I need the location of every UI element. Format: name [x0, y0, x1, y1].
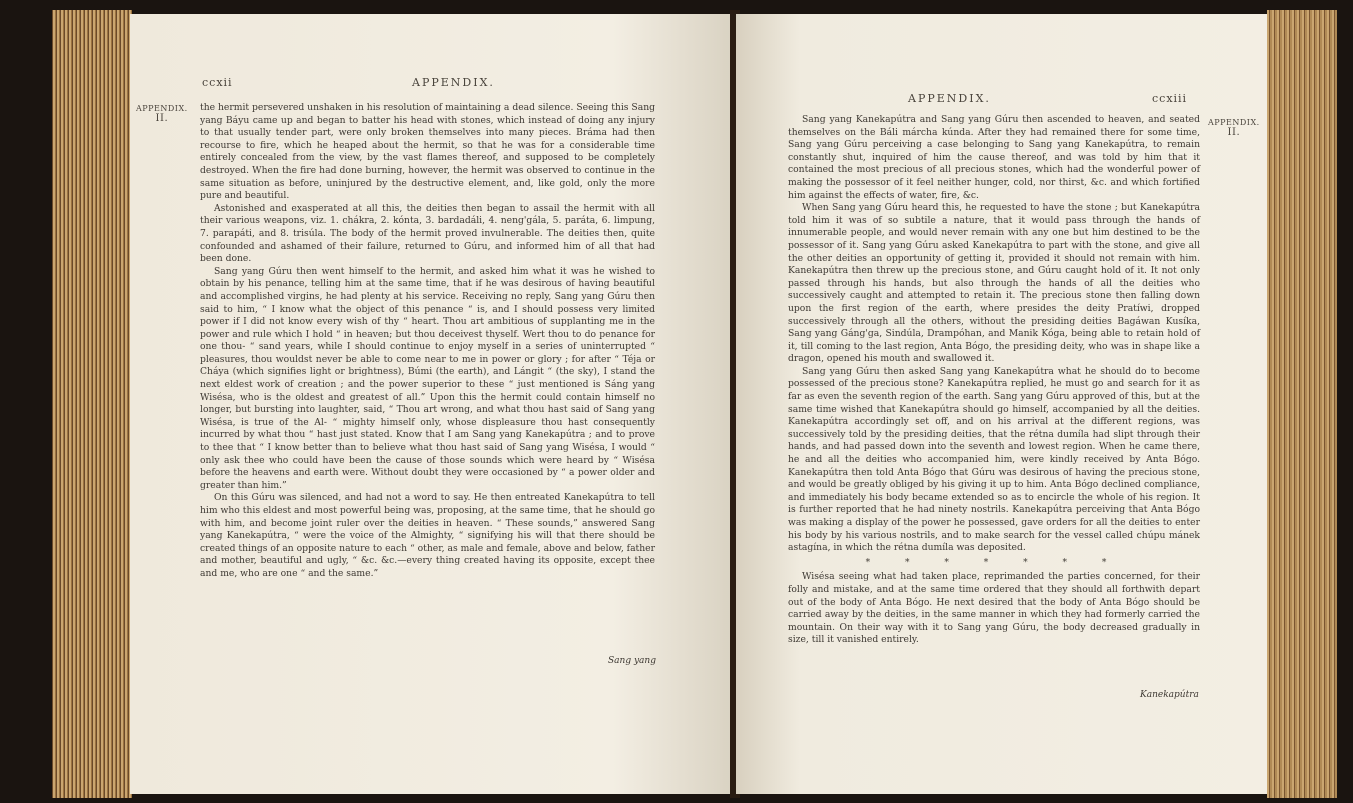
right-paragraph-4: Wisésa seeing what had taken place, reprimanded the parties concerned, for their folly and mistake, and at the same time ordered that they should all forthwith depart out of the body of Anta Bógo. He next desired that the body of Anta Bógo should be carried away by the deities, in the same manner in which they had formerly carried the mountain. On their way with it to Sang yang Gúru, the body decreased gradually in size, till it vanished entirely.	[788, 571, 1200, 646]
right-body-text	[788, 114, 1200, 647]
left-margin-note	[136, 104, 188, 124]
right-margin-section: II.	[1227, 127, 1241, 138]
right-page-number: ccxiii	[1152, 92, 1188, 105]
right-catchword: Kanekapútra	[1140, 690, 1199, 700]
right-margin-note	[1208, 118, 1260, 138]
left-margin-label: APPENDIX.	[136, 104, 188, 113]
right-paragraph-1: Sang yang Kanekapútra and Sang yang Gúru then ascended to heaven, and seated themselves on the Báli márcha kúnda. After they had remained there for some time, Sang yang Gúru perceiving a case belonging to Sang yang Kanekapútra, to remain constantly shut, inquired of him the cause thereof, and was told by him that it contained the most precious of all precious stones, which had the wonderful power of making the possessor of it feel neither hunger, cold, nor thirst, &c. and which fortified him against the effects of water, fire, &c.	[788, 114, 1200, 201]
left-body-text	[200, 102, 655, 581]
left-running-head: APPENDIX.	[412, 76, 495, 89]
book-spread	[52, 10, 1337, 798]
right-paragraph-3: Sang yang Gúru then asked Sang yang Kanekapútra what he should do to become possessed of the precious stone? Kanekapútra replied, he must go and search for it as far as even the seventh region of the earth. Sang yang Gúru approved of this, but at the same time wished that Kanekapútra should go himself, accompanied by all the deities. Kanekapútra accordingly set off, and on his arrival at the different regions, was successively told by the presiding deities, that the rétna dumíla had slipt through their hands, and had passed down into the seventh and lowest region. When he came there, he and all the deities who accompanied him, were kindly received by Anta Bógo. Kanekapútra then told Anta Bógo that Gúru was desirous of having the precious stone, and would be greatly obliged by his giving it up to him. Anta Bógo declined compliance, and immediately his body became extended so as to encircle the whole of his region. It is further reported that he had ninety nostrils. Kanekapútra perceiving that Anta Bógo was making a display of the power he possessed, gave orders for all the deities to enter his body by his various nostrils, and to make search for the vessel called chúpu mánek astagína, in which the rétna dumíla was deposited.	[788, 365, 1200, 554]
right-page	[736, 14, 1267, 794]
left-paragraph-1: the hermit persevered unshaken in his resolution of maintaining a dead silence. Seeing this Sang yang Báyu came up and began to batter his head with stones, which instead of doing any injury to that usually tender part, were only broken themselves into many pieces. Bráma had then recourse to fire, which he heaped about the hermit, so that he was for a considerable time entirely concealed from the view, by the vast flames thereof, and supposed to be completely destroyed. When the fire had done burning, however, the hermit was observed to continue in the same situation as before, uninjured by the destructive element, and, like gold, only the more pure and beautiful.	[200, 102, 655, 202]
left-page-number: ccxii	[202, 76, 233, 89]
right-running-head: APPENDIX.	[908, 92, 991, 105]
left-page	[130, 14, 734, 794]
right-margin-label: APPENDIX.	[1208, 118, 1260, 127]
left-paragraph-4: On this Gúru was silenced, and had not a word to say. He then entreated Kanekapútra to tell him who this eldest and most powerful being was, proposing, at the same time, that he should go with him, and become joint ruler over the deities in heaven. “ These sounds,” answered Sang yang Kanekapútra, “ were the voice of the Almighty, “ signifying his will that there should be created things of an opposite nature to each “ other, as male and female, above and below, father and mother, beautiful and ugly, “ &c. &c.—every thing created having its opposite, except thee and me, who are one “ and the same.”	[200, 492, 655, 579]
left-paragraph-2: Astonished and exasperated at all this, the deities then began to assail the hermit with all their various weapons, viz. 1. chákra, 2. kónta, 3. bardadáli, 4. neng'gála, 5. paráta, 6. limpung, 7. parapáti, and 8. trisúla. The body of the hermit proved invulnerable. The deities then, quite confounded and ashamed of their failure, returned to Gúru, and informed him of all that had been done.	[200, 202, 655, 265]
left-paragraph-3: Sang yang Gúru then went himself to the hermit, and asked him what it was he wished to obtain by his penance, telling him at the same time, that if he was desirous of having beautiful and accomplished virgins, he had plenty at his service. Receiving no reply, Sang yang Gúru then said to him, “ I know what the object of this penance “ is, and I should possess very limited power if I did not know every wish of thy “ heart. Thou art ambitious of supplanting me in the power and rule which I hold “ in heaven; but thou deceivest thyself. Wert thou to do penance for one thou- “ sand years, while I should continue to enjoy myself in a series of uninterrupted “ pleasures, thou wouldst never be able to come near to me in power or glory ; for after “ Téja or Cháya (which signifies light or brightness), Búmi (the earth), and Lángit “ (the sky), I stand the next eldest work of creation ; and the power superior to these “ just mentioned is Sáng yang Wisésa, who is the oldest and greatest of all.” Upon this the hermit could contain himself no longer, but bursting into laughter, said, “ Thou art wrong, and what thou hast said of Sang yang Wisésa, is true of the Al- “ mighty himself only, whose displeasure thou hast consequently incurred by what thou “ hast just stated. Know that I am Sang yang Kanekapútra ; and to prove to thee that “ I know better than to believe what thou hast said of Sang yang Wisésa, I would “ only ask thee who could have been the cause of those sounds which were heard by “ Wisésa before the heavens and earth were. Without doubt they were occasioned by “ a power older and greater than him.”	[200, 265, 655, 491]
right-page-edges	[1267, 10, 1337, 798]
left-margin-section: II.	[155, 113, 169, 124]
left-page-edges	[52, 10, 132, 798]
section-break-stars: * * * * * * *	[865, 557, 1123, 568]
right-paragraph-2: When Sang yang Gúru heard this, he requested to have the stone ; but Kanekapútra told him it was of so subtile a nature, that it would pass through the hands of innumerable people, and would never remain with any one but him destined to be the possessor of it. Sang yang Gúru asked Kanekapútra to part with the stone, and give all the other deities an opportunity of getting it, provided it should not remain with him. Kanekapútra then threw up the precious stone, and Gúru caught hold of it. It not only passed through his hands, but also through the hands of all the deities who successively caught and attempted to retain it. The precious stone then falling down upon the first region of the earth, where presides the deity Pratíwi, dropped successively through all the others, without the presiding deities Bagáwan Kusíka, Sang yang Gáng'ga, Sindúla, Drampóhan, and Manik Kóga, being able to retain hold of it, till coming to the last region, Anta Bógo, the presiding deity, who was in shape like a dragon, opened his mouth and swallowed it.	[788, 202, 1200, 365]
left-catchword: Sang yang	[608, 656, 656, 666]
